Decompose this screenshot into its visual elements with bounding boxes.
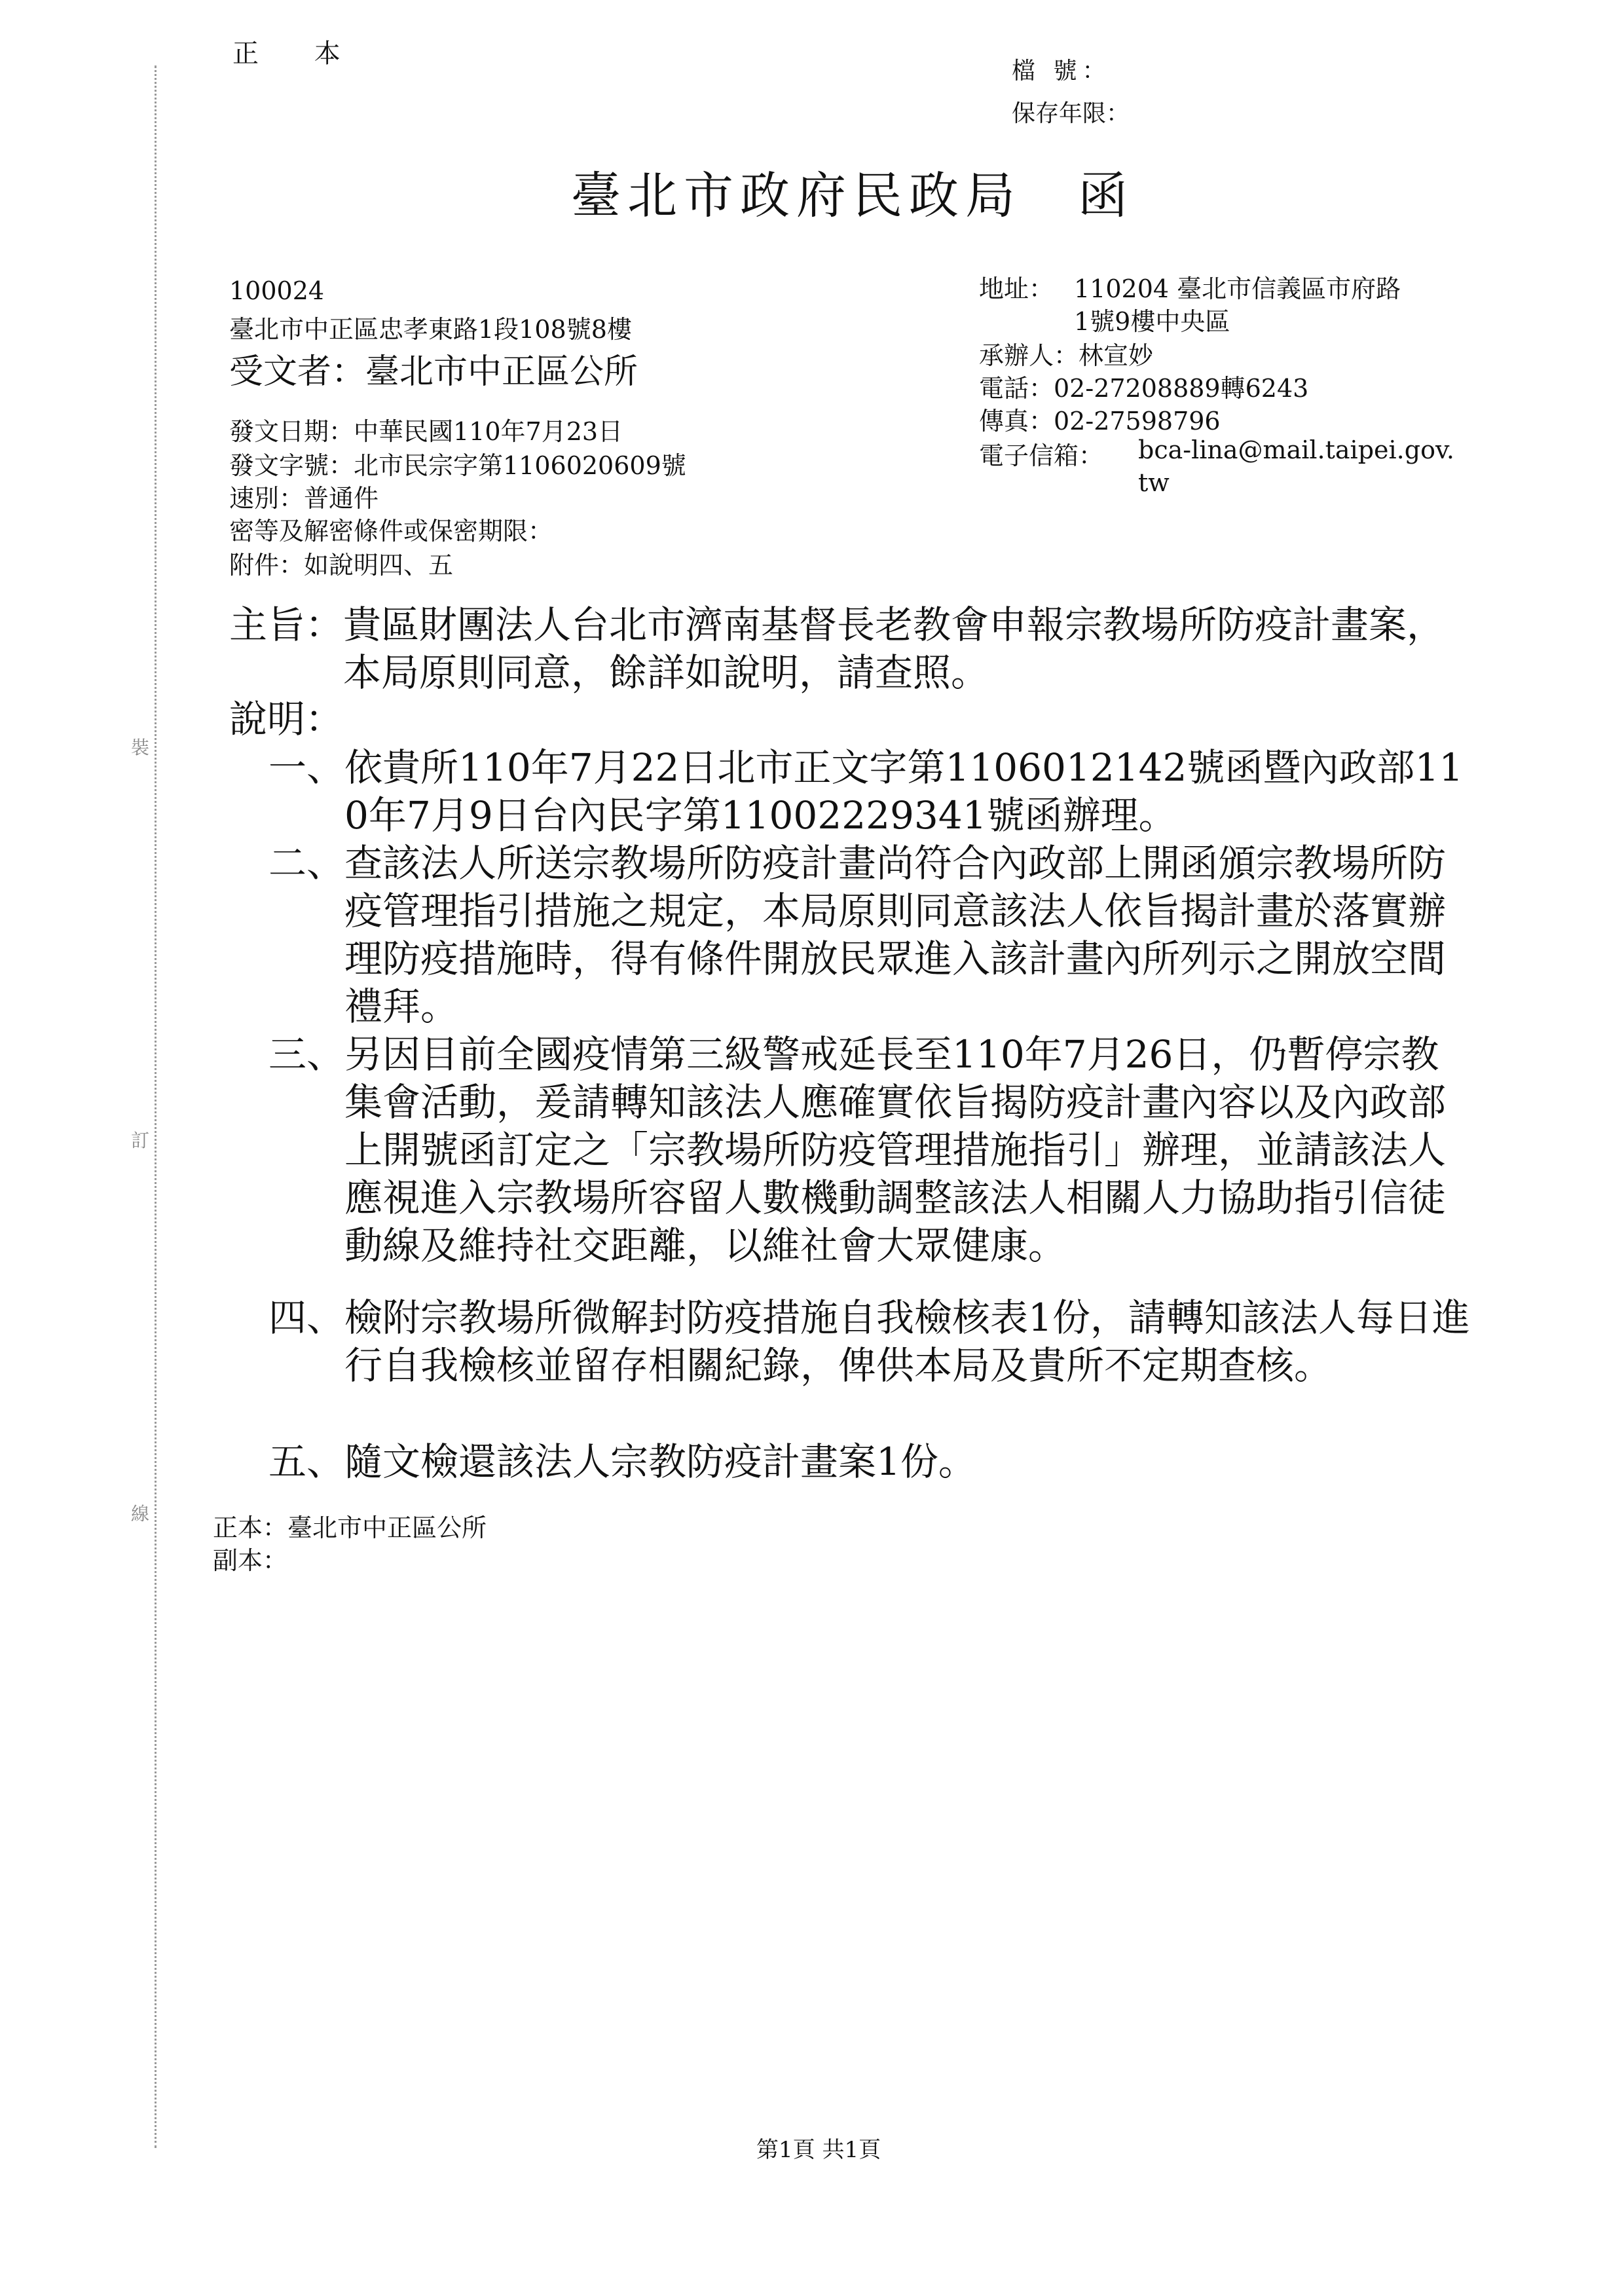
item-text: 查該法人所送宗教場所防疫計畫尚符合內政部上開函頒宗教場所防疫管理指引措施之規定，本局原則同意該法人依旨揭計畫於落實辦理防疫措施時，得有條件開放民眾進入該計畫內所列示之開放空間禮拜。 <box>344 841 1447 1029</box>
item-text: 檢附宗教場所微解封防疫措施自我檢核表1份，請轉知該法人每日進行自我檢核並留存相關紀錄，俾供本局及貴所不定期查核。 <box>344 1295 1470 1388</box>
explanation-item <box>268 1438 1473 1486</box>
subject-block <box>229 601 1473 697</box>
delivery-speed: 速別：普通件 <box>229 484 379 513</box>
copy-recipient: 副本： <box>213 1546 288 1575</box>
subject-label: 主旨： <box>229 602 344 647</box>
item-number: 一、 <box>268 745 345 790</box>
email-label: 電子信箱： <box>979 441 1104 470</box>
sender-address-line1: 110204 臺北市信義區市府路 <box>1074 274 1401 303</box>
recipient-address: 臺北市中正區忠孝東路1段108號8樓 <box>229 315 632 344</box>
item-number: 二、 <box>268 841 345 885</box>
document-title: 臺北市政府民政局 函 <box>571 166 1134 225</box>
sender-address-line2: 1號9樓中央區 <box>1074 307 1230 336</box>
attachments: 附件：如說明四、五 <box>229 551 454 580</box>
original-recipient: 正本：臺北市中正區公所 <box>213 1513 487 1542</box>
fax-number: 傳真：02-27598796 <box>979 407 1221 435</box>
explanation-item <box>268 1031 1473 1270</box>
retention-label: 保存年限： <box>1012 100 1130 127</box>
file-number-label: 檔 號： <box>1012 58 1111 84</box>
explanation-item <box>268 744 1473 840</box>
copy-label: 正 本 <box>232 39 364 69</box>
explanation-item <box>268 1294 1473 1390</box>
email-line2: tw <box>1138 468 1170 497</box>
item-text: 依貴所110年7月22日北市正文字第1106012142號函暨內政部110年7月9日台內民字第11002229341號函辦理。 <box>344 745 1464 838</box>
explanation-label: 說明： <box>229 697 344 741</box>
recipient-name: 受文者：臺北市中正區公所 <box>229 352 638 392</box>
item-number: 三、 <box>268 1032 345 1077</box>
sender-address-label: 地址： <box>979 274 1054 303</box>
item-text: 另因目前全國疫情第三級警戒延長至110年7月26日，仍暫停宗教集會活動，爰請轉知該法人應確實依旨揭防疫計畫內容以及內政部上開號函訂定之「宗教場所防疫管理措施指引」辦理，並請該法人應視進入宗教場所容留人數機動調整該法人相關人力協助指引信徒動線及維持社交距離，以維社會大眾健康。 <box>344 1032 1447 1268</box>
item-number: 四、 <box>268 1295 345 1340</box>
phone-number: 電話：02-27208889轉6243 <box>979 374 1309 403</box>
email-line1: bca-lina@mail.taipei.gov. <box>1138 435 1454 464</box>
subject-text: 貴區財團法人台北市濟南基督長老教會申報宗教場所防疫計畫案，本局原則同意，餘詳如說明，請查照。 <box>343 602 1445 695</box>
binding-line <box>155 65 157 2148</box>
binding-mark-line: 線 <box>131 1503 150 1525</box>
explanation-item <box>268 840 1473 1031</box>
confidentiality-level: 密等及解密條件或保密期限： <box>229 517 553 546</box>
page-number: 第1頁 共1頁 <box>756 2137 881 2163</box>
item-number: 五、 <box>268 1439 345 1484</box>
item-text: 隨文檢還該法人宗教防疫計畫案1份。 <box>344 1439 976 1484</box>
contact-person: 承辦人：林宣妙 <box>979 341 1154 370</box>
postal-code: 100024 <box>229 276 325 305</box>
binding-mark-bind: 裝 <box>131 737 150 758</box>
binding-mark-staple: 訂 <box>131 1130 150 1151</box>
document-number: 發文字號：北市民宗字第1106020609號 <box>229 451 686 480</box>
issue-date: 發文日期：中華民國110年7月23日 <box>229 417 623 446</box>
